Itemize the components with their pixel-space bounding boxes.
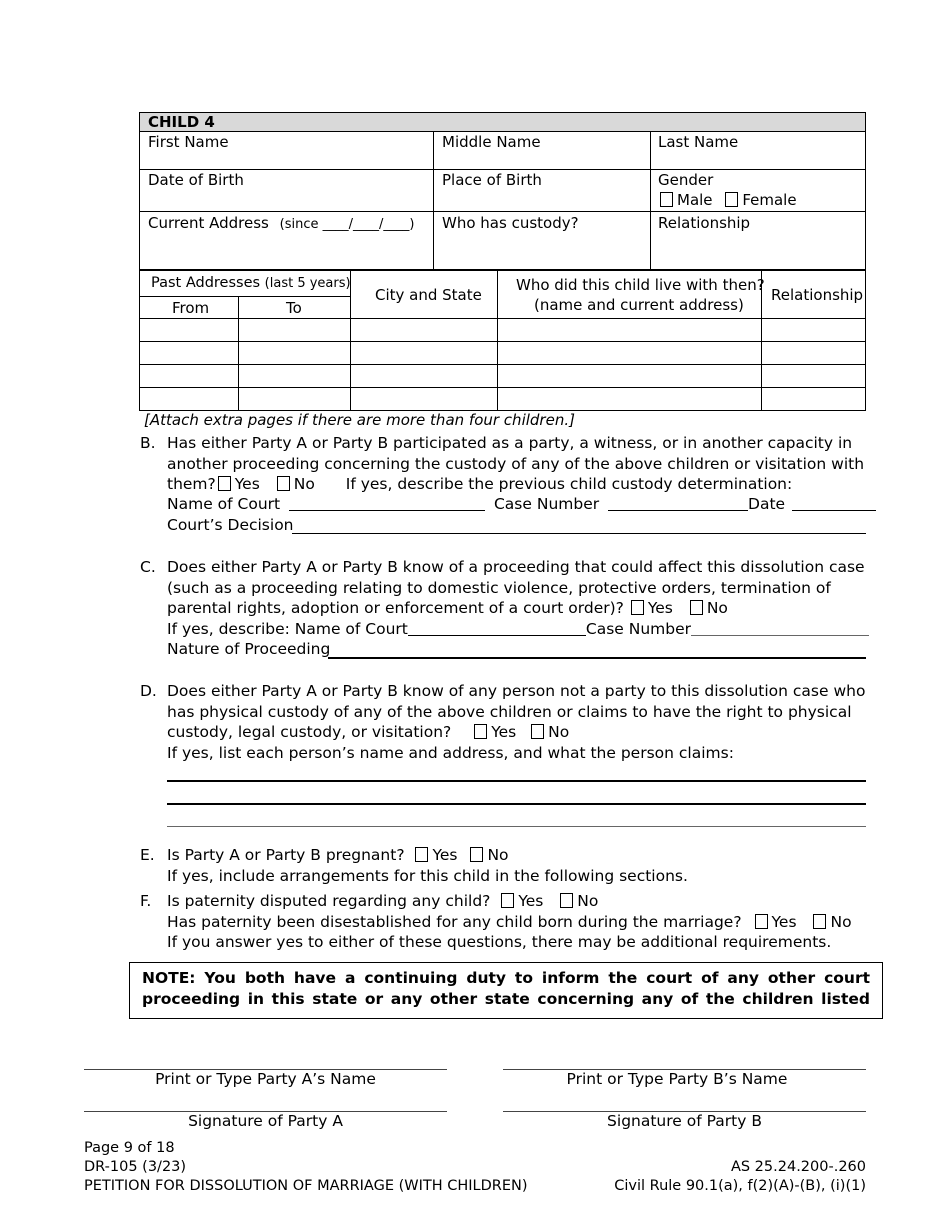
section-f-line2: [167, 913, 852, 931]
attach-note: [Attach extra pages if there are more than four children.]: [144, 411, 575, 429]
section-b-case-input[interactable]: [608, 496, 748, 511]
section-b-them: them?: [167, 475, 216, 493]
section-e-line1: [167, 846, 509, 864]
section-c-line2: (such as a proceeding relating to domestic violence, protective orders, termination of: [167, 579, 831, 597]
footer-form: DR-105 (3/23): [84, 1159, 187, 1175]
section-c-no-checkbox[interactable]: [690, 600, 703, 615]
who-header-1: Who did this child live with then?: [516, 276, 765, 294]
section-d-no-label: No: [548, 723, 570, 741]
note-line-2: proceeding in this state or any other state concerning any of the children listed: [142, 990, 870, 1008]
section-c-nature-input[interactable]: [328, 657, 866, 659]
section-f-question: Is paternity disputed regarding any child?: [167, 892, 491, 910]
party-b-signature-label: Signature of Party B: [607, 1112, 762, 1130]
party-a-signature-label: Signature of Party A: [188, 1112, 343, 1130]
section-b-yes-checkbox[interactable]: [218, 476, 231, 491]
section-b-line4: [167, 495, 876, 513]
section-d-yes-checkbox[interactable]: [474, 724, 487, 739]
city-state-header: City and State: [375, 286, 482, 304]
section-e-line2: If yes, include arrangements for this child in the following sections.: [167, 867, 688, 885]
section-f-question-2: Has paternity been disestablished for any child born during the marriage?: [167, 913, 742, 931]
section-b-case-label: Case Number: [493, 495, 600, 513]
section-c-question: parental rights, adoption or enforcement of a court order)?: [167, 599, 624, 617]
section-e-label: E.: [140, 846, 155, 864]
section-c-line1: Does either Party A or Party B know of a proceeding that could affect this dissolution case: [167, 558, 865, 576]
to-header: To: [286, 299, 302, 317]
current-address-label: Current Address: [148, 214, 269, 232]
from-header: From: [172, 299, 210, 317]
section-d-line2: has physical custody of any of the above children or claims to have the right to physical: [167, 703, 852, 721]
male-label: Male: [677, 191, 713, 209]
section-e-yes-label: Yes: [432, 846, 458, 864]
section-e-yes-checkbox[interactable]: [415, 847, 428, 862]
section-c-yes-label: Yes: [647, 599, 673, 617]
section-f-no2-label: No: [830, 913, 852, 931]
section-b-yes-label: Yes: [234, 475, 260, 493]
section-c-label: C.: [140, 558, 156, 576]
custody-field[interactable]: Who has custody?: [442, 214, 579, 232]
section-d-line1: Does either Party A or Party B know of any person not a party to this dissolution case who: [167, 682, 866, 700]
section-b-line2: another proceeding concerning the custody of any of the above children or visitation with: [167, 455, 865, 473]
who-header-2: (name and current address): [534, 296, 744, 314]
pob-field[interactable]: Place of Birth: [442, 171, 542, 189]
section-b-no-checkbox[interactable]: [277, 476, 290, 491]
section-d-question: custody, legal custody, or visitation?: [167, 723, 452, 741]
section-c-yes-checkbox[interactable]: [631, 600, 644, 615]
past-addresses-sub: (last 5 years): [264, 276, 351, 291]
section-b-decision-input[interactable]: [292, 533, 866, 534]
past-addresses-title: Past Addresses: [151, 275, 261, 291]
section-f-yes2-checkbox[interactable]: [755, 914, 768, 929]
relationship-field[interactable]: Relationship: [658, 214, 751, 232]
note-line-1: NOTE: You both have a continuing duty to inform the court of any other court: [142, 969, 870, 987]
male-checkbox[interactable]: [660, 192, 673, 207]
section-d-line3: [167, 723, 569, 741]
current-address-field[interactable]: [148, 214, 414, 232]
section-b-date-label: Date: [748, 495, 786, 513]
section-b-date-input[interactable]: [792, 496, 876, 511]
footer-rule: Civil Rule 90.1(a), f(2)(A)-(B), (i)(1): [614, 1178, 866, 1194]
section-c-line4: [167, 620, 869, 638]
middle-name-field[interactable]: Middle Name: [442, 133, 541, 151]
first-name-field[interactable]: First Name: [148, 133, 229, 151]
section-d-no-checkbox[interactable]: [531, 724, 544, 739]
female-label: Female: [742, 191, 797, 209]
gender-label: Gender: [658, 171, 714, 189]
section-f-line1: [167, 892, 598, 910]
section-c-no-label: No: [706, 599, 728, 617]
section-d-answer-line-1[interactable]: [167, 780, 866, 782]
section-d-line4: If yes, list each person’s name and address, and what the person claims:: [167, 744, 734, 762]
section-d-answer-line-2[interactable]: [167, 803, 866, 805]
child-header: CHILD 4: [148, 113, 215, 131]
section-d-yes-label: Yes: [491, 723, 517, 741]
past-relationship-header: Relationship: [771, 286, 864, 304]
section-c-court-label: If yes, describe: Name of Court: [167, 620, 408, 638]
section-e-no-label: No: [487, 846, 509, 864]
section-b-label: B.: [140, 434, 156, 452]
section-e-question: Is Party A or Party B pregnant?: [167, 846, 405, 864]
section-f-no-checkbox[interactable]: [560, 893, 573, 908]
section-c-case-label: Case Number: [585, 620, 691, 638]
last-name-field[interactable]: Last Name: [658, 133, 739, 151]
section-f-yes2-label: Yes: [771, 913, 797, 931]
section-e-no-checkbox[interactable]: [470, 847, 483, 862]
section-c-line3: [167, 599, 728, 617]
section-c-court-input[interactable]: [408, 621, 586, 636]
section-b-court-input[interactable]: [289, 496, 485, 511]
section-f-yes-label: Yes: [518, 892, 544, 910]
gender-options: [658, 191, 797, 209]
footer-statute: AS 25.24.200-.260: [730, 1159, 866, 1175]
section-f-yes-checkbox[interactable]: [501, 893, 514, 908]
section-f-no2-checkbox[interactable]: [813, 914, 826, 929]
past-addresses-header: [151, 275, 351, 291]
party-b-name-label: Print or Type Party B’s Name: [566, 1070, 788, 1088]
dob-field[interactable]: Date of Birth: [148, 171, 244, 189]
section-f-no-label: No: [577, 892, 599, 910]
section-c-case-input[interactable]: [691, 621, 869, 636]
section-b-describe: If yes, describe the previous child custody determination:: [345, 475, 793, 493]
section-b-line3: [167, 475, 792, 493]
section-b-no-label: No: [293, 475, 315, 493]
footer-title: PETITION FOR DISSOLUTION OF MARRIAGE (WITH CHILDREN): [84, 1178, 528, 1194]
section-b-decision-label: Court’s Decision: [167, 516, 294, 534]
section-b-court-label: Name of Court: [167, 495, 281, 513]
section-b-line1: Has either Party A or Party B participated as a party, a witness, or in another capacity in: [167, 434, 853, 452]
since-date-label: (since ____/____/____): [279, 217, 415, 232]
section-d-label: D.: [140, 682, 157, 700]
section-d-answer-line-3[interactable]: [167, 826, 866, 827]
section-f-line3: If you answer yes to either of these questions, there may be additional requirements.: [167, 933, 832, 951]
section-f-label: F.: [140, 892, 152, 910]
section-c-nature-label: Nature of Proceeding: [167, 640, 331, 658]
party-a-name-label: Print or Type Party A’s Name: [155, 1070, 376, 1088]
footer-page: Page 9 of 18: [84, 1140, 175, 1156]
female-checkbox[interactable]: [725, 192, 738, 207]
